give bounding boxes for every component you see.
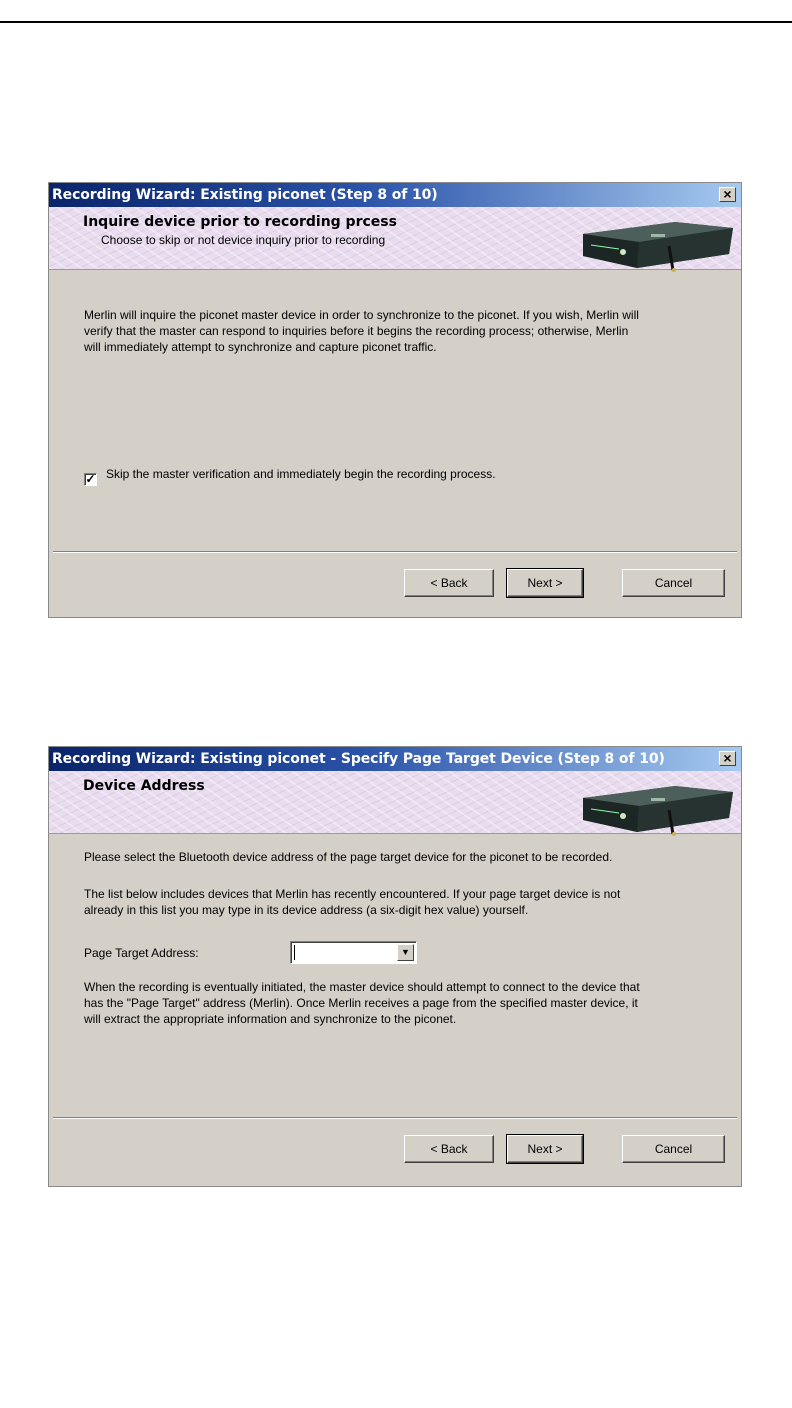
page-target-address-label: Page Target Address: — [84, 946, 199, 960]
cancel-button[interactable]: Cancel — [622, 569, 725, 597]
skip-verification-checkbox[interactable]: ✓ — [85, 472, 96, 486]
next-button[interactable]: Next > — [507, 569, 583, 597]
banner-subtitle: Choose to skip or not device inquiry prior to recording — [101, 233, 386, 247]
description-text: Merlin will inquire the piconet master device in order to synchronize to the piconet. If you wish, Merlin will verify that the master can respond to inquiries before it begins the recording process; otherwise, Merlin will immediately attempt to synchronize and capture piconet traffic. — [84, 308, 639, 354]
window-title: Recording Wizard: Existing piconet (Step 8 of 10) — [52, 187, 438, 203]
skip-verification-label[interactable]: Skip the master verification and immediately begin the recording process. — [106, 467, 496, 481]
list-instructions — [84, 886, 644, 918]
page-target-address-input[interactable] — [294, 945, 395, 960]
wizard-banner — [49, 207, 741, 270]
button-separator — [53, 1117, 737, 1119]
chevron-down-icon[interactable]: ▼ — [397, 944, 414, 961]
window-title: Recording Wizard: Existing piconet - Specify Page Target Device (Step 8 of 10) — [52, 751, 665, 767]
cancel-button[interactable]: Cancel — [622, 1135, 725, 1163]
banner-title: Device Address — [83, 778, 205, 794]
wizard-dialog-page-target — [48, 746, 742, 1187]
recording-explanation — [84, 979, 644, 1027]
button-separator — [53, 551, 737, 553]
info-paragraph — [84, 307, 644, 355]
wizard-banner — [49, 771, 741, 834]
back-button[interactable]: < Back — [404, 569, 494, 597]
close-icon[interactable]: × — [719, 751, 736, 766]
back-button[interactable]: < Back — [404, 1135, 494, 1163]
page-header-rule — [0, 21, 792, 23]
analyzer-device-image — [579, 776, 735, 838]
wizard-dialog-inquire — [48, 182, 742, 618]
list-info-text: The list below includes devices that Merlin has recently encountered. If your page target device is not already in this list you may type in its device address (a six-digit hex value) yourself. — [84, 887, 621, 917]
explanation-text: When the recording is eventually initiated, the master device should attempt to connect to the device that has the "Page Target" address (Merlin). Once Merlin receives a page from the specified master device, it will extract the appropriate information and synchronize to the piconet. — [84, 980, 640, 1026]
title-bar — [49, 747, 741, 771]
skip-verification-option[interactable] — [83, 466, 643, 506]
banner-title: Inquire device prior to recording prcess — [83, 214, 397, 230]
close-icon[interactable]: × — [719, 187, 736, 202]
select-instructions — [84, 849, 644, 865]
title-bar — [49, 183, 741, 207]
next-button[interactable]: Next > — [507, 1135, 583, 1163]
instructions-text: Please select the Bluetooth device address of the page target device for the piconet to be recorded. — [84, 850, 613, 864]
analyzer-device-image — [579, 212, 735, 274]
page-target-address-row — [84, 941, 684, 965]
page-target-address-combobox[interactable] — [290, 941, 417, 964]
